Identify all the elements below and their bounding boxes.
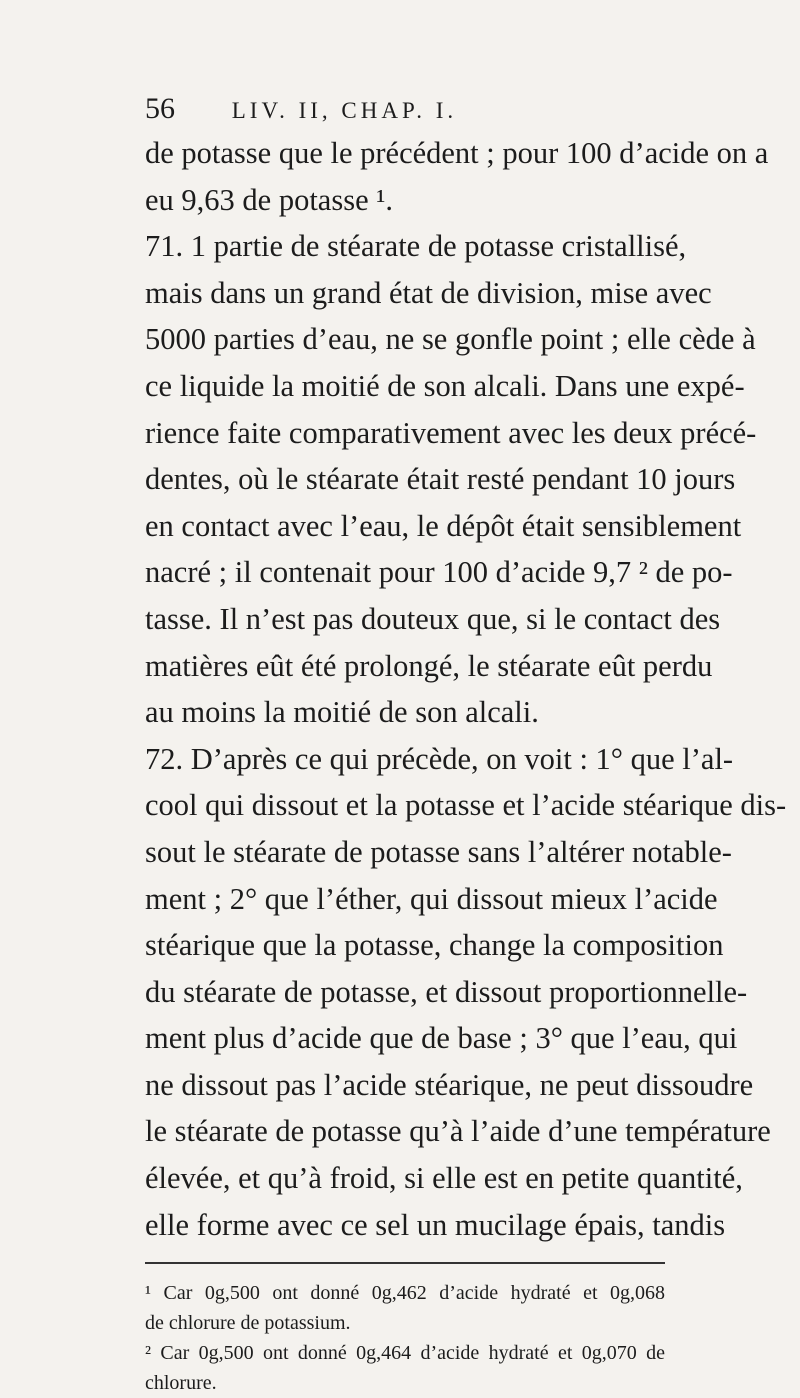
text-line: tasse. Il n’est pas douteux que, si le contact des (145, 601, 721, 636)
footnote-line: ¹ Car 0g,500 ont donné 0g,462 d’acide hydraté et 0g,068 (145, 1282, 665, 1304)
text-line: 71. 1 partie de stéarate de potasse cristallisé, (145, 229, 687, 264)
text-line: de potasse que le précédent ; pour 100 d’acide on a (145, 136, 769, 170)
text-line: 5000 parties d’eau, ne se gonfle point ; elle cède à (145, 322, 756, 357)
text-line: élevée, et qu’à froid, si elle est en petite quantité, (145, 1161, 743, 1196)
text-line: matières eût été prolongé, le stéarate eût perdu (145, 648, 713, 683)
text-line: le stéarate de potasse qu’à l’aide d’une température (145, 1114, 771, 1149)
text-line: au moins la moitié de son alcali. (145, 695, 539, 730)
footnote-line: ² Car 0g,500 ont donné 0g,464 d’acide hydraté et 0g,070 de (145, 1342, 665, 1364)
text-line: en contact avec l’eau, le dépôt était sensiblement (145, 508, 742, 543)
text-line: cool qui dissout et la potasse et l’acide stéarique dis- (145, 788, 787, 823)
footnote-line: de chlorure de potassium. (145, 1312, 351, 1334)
text-line: elle forme avec ce sel un mucilage épais, tandis (145, 1207, 726, 1242)
main-text (145, 130, 787, 1248)
footnote-line: chlorure. (145, 1372, 217, 1394)
text-line: stéarique que la potasse, change la composition (145, 928, 724, 963)
text-line: ment plus d’acide que de base ; 3° que l’eau, qui (145, 1021, 738, 1056)
running-title: LIV. II, CHAP. I. (231, 98, 458, 123)
footnote-separator (145, 1262, 665, 1264)
page-header (145, 92, 665, 128)
text-line: ce liquide la moitié de son alcali. Dans une expé- (145, 368, 745, 403)
text-line: mais dans un grand état de division, mise avec (145, 275, 712, 310)
text-line: 72. D’après ce qui précède, on voit : 1° que l’al- (145, 741, 734, 776)
page-number: 56 (145, 92, 175, 125)
text-line: dentes, où le stéarate était resté pendant 10 jours (145, 462, 736, 497)
text-line: du stéarate de potasse, et dissout proportionnelle- (145, 974, 748, 1009)
text-line: ment ; 2° que l’éther, qui dissout mieux l’acide (145, 881, 718, 916)
text-line: nacré ; il contenait pour 100 d’acide 9,7 ² de po- (145, 555, 733, 590)
footnotes (145, 1278, 665, 1398)
text-line: ne dissout pas l’acide stéarique, ne peut dissoudre (145, 1067, 754, 1102)
text-line: rience faite comparativement avec les deux précé- (145, 415, 757, 450)
text-line: sout le stéarate de potasse sans l’altérer notable- (145, 834, 732, 869)
text-line: eu 9,63 de potasse ¹. (145, 182, 394, 217)
